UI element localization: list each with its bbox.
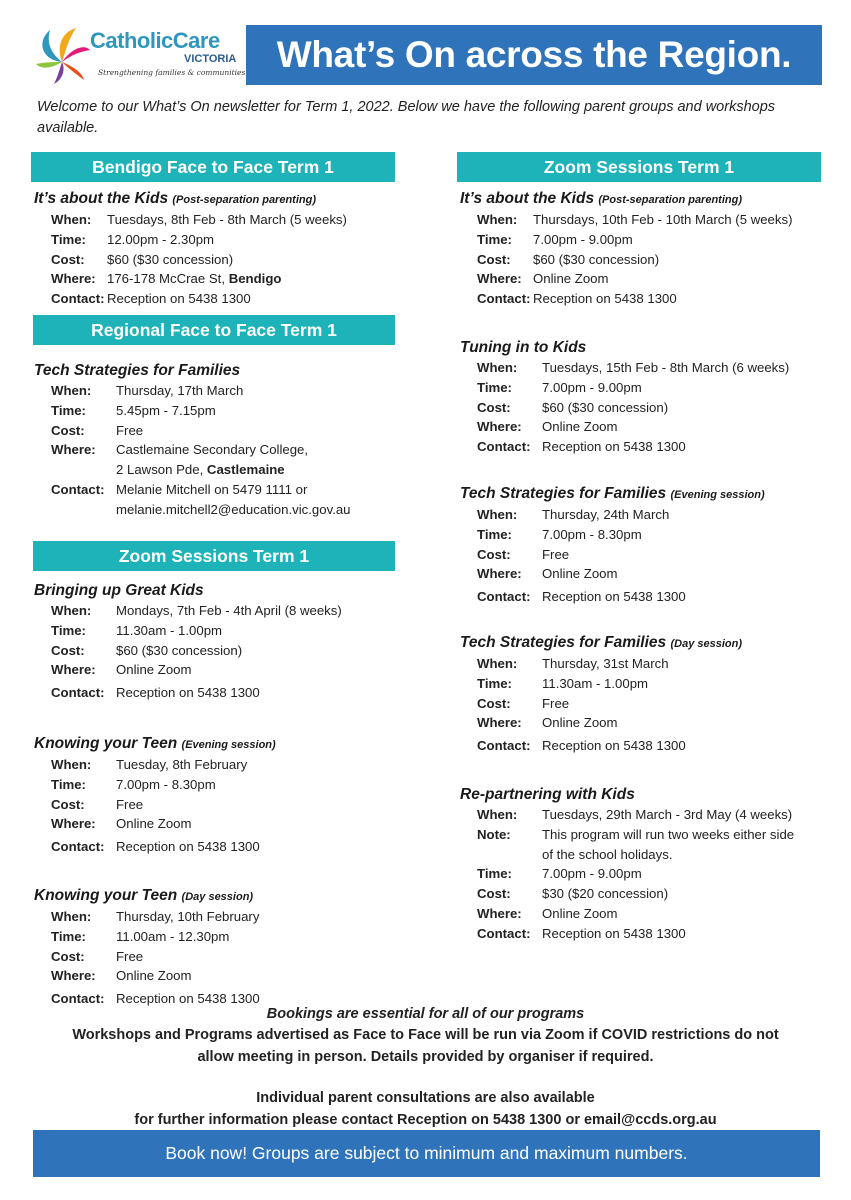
contact-row: Contact: Reception on 5438 1300 xyxy=(477,439,686,455)
logo-subtitle: VICTORIA xyxy=(184,53,237,65)
program-note: (Day session) xyxy=(181,891,254,903)
program-title: Tech Strategies for Families xyxy=(34,362,241,379)
header-banner xyxy=(246,25,822,85)
consultation-note-line-1: Individual parent consultations are also available xyxy=(256,1090,595,1106)
program-title: Tech Strategies for Families (Evening session) xyxy=(460,485,765,502)
when-row: When: Thursdays, 10th Feb - 10th March (5 weeks) xyxy=(477,212,793,227)
program-note: (Post-separation parenting) xyxy=(598,194,742,206)
note-row-2: of the school holidays. xyxy=(542,846,673,862)
program-title: Bringing up Great Kids xyxy=(34,582,204,599)
program-teen-evening xyxy=(34,734,434,857)
footer-banner xyxy=(33,1130,820,1177)
contact-row: Contact: Reception on 5438 1300 xyxy=(477,589,686,605)
when-row: When: Tuesday, 8th February xyxy=(51,757,248,772)
program-note: (Evening session) xyxy=(670,489,765,501)
program-tech-day xyxy=(460,633,830,756)
program-title: It’s about the Kids (Post-separation parenting) xyxy=(460,190,742,207)
when-row: When: Tuesdays, 29th March - 3rd May (4 weeks) xyxy=(477,807,793,822)
time-row: Time: 7.00pm - 8.30pm xyxy=(477,526,642,542)
section-regional: Regional Face to Face Term 1 xyxy=(33,315,395,345)
where-row: Where: Online Zoom xyxy=(477,905,618,921)
program-title: Tuning in to Kids xyxy=(460,339,587,356)
when-row: When: Thursday, 24th March xyxy=(477,507,670,522)
catholiccare-logo xyxy=(32,22,247,88)
logo-tagline: Strengthening families & communities xyxy=(98,68,246,77)
program-kids-zoom xyxy=(460,189,830,309)
time-row: Time: 7.00pm - 9.00pm xyxy=(477,379,642,395)
cost-row: Cost: Free xyxy=(477,695,570,711)
where-row: Where: 176-178 McCrae St, Bendigo xyxy=(51,271,282,287)
cost-row: Cost: Free xyxy=(477,546,570,562)
consultation-note-line-2: for further information please contact Reception on 5438 1300 or email@ccds.org.au xyxy=(134,1112,717,1128)
contact-email: melanie.mitchell2@education.vic.gov.au xyxy=(116,501,351,517)
program-tech-evening xyxy=(460,484,830,607)
time-row: Time: 11.00am - 12.30pm xyxy=(51,928,230,944)
program-teen-day xyxy=(34,886,434,1009)
page-title: What’s On across the Region. xyxy=(276,34,792,75)
when-row: When: Thursday, 17th March xyxy=(51,383,244,398)
time-row: Time: 5.45pm - 7.15pm xyxy=(51,402,216,418)
when-row: When: Tuesdays, 15th Feb - 8th March (6 weeks) xyxy=(477,360,790,375)
program-great-kids xyxy=(34,581,434,703)
section-zoom-left: Zoom Sessions Term 1 xyxy=(33,541,395,571)
time-row: Time: 7.00pm - 9.00pm xyxy=(477,231,633,247)
cost-row: Cost: $60 ($30 concession) xyxy=(477,399,669,415)
where-row: Where: Online Zoom xyxy=(477,419,618,435)
time-row: Time: 12.00pm - 2.30pm xyxy=(51,231,215,247)
contact-row: Contact: Reception on 5438 1300 xyxy=(477,925,686,941)
contact-row: Contact: Reception on 5438 1300 xyxy=(477,738,686,754)
program-title: Knowing your Teen (Evening session) xyxy=(34,735,276,752)
program-title: Tech Strategies for Families (Day session) xyxy=(460,634,743,651)
cost-row: Cost: $30 ($20 concession) xyxy=(477,886,669,902)
footer-banner-text: Book now! Groups are subject to minimum and maximum numbers. xyxy=(165,1143,688,1163)
cost-row: Cost: Free xyxy=(51,796,144,812)
time-row: Time: 7.00pm - 9.00pm xyxy=(477,866,642,882)
contact-row: Contact: Reception on 5438 1300 xyxy=(51,291,251,307)
cost-row: Cost: Free xyxy=(51,422,144,438)
program-note: (Day session) xyxy=(670,638,743,650)
where-row: Where: Online Zoom xyxy=(51,662,192,678)
where-row-2: 2 Lawson Pde, Castlemaine xyxy=(116,462,285,478)
when-row: When: Thursday, 31st March xyxy=(477,656,669,671)
program-kids-bendigo xyxy=(34,189,434,309)
contact-row: Contact: Reception on 5438 1300 xyxy=(51,991,260,1007)
program-title: It’s about the Kids (Post-separation parenting) xyxy=(34,190,316,207)
section-zoom-right: Zoom Sessions Term 1 xyxy=(457,152,821,182)
cost-row: Cost: $60 ($30 concession) xyxy=(51,642,243,658)
contact-row: Contact: Reception on 5438 1300 xyxy=(51,839,260,855)
when-row: When: Tuesdays, 8th Feb - 8th March (5 weeks) xyxy=(51,212,347,227)
contact-row: Contact: Melanie Mitchell on 5479 1111 or xyxy=(51,481,308,497)
where-row: Where: Online Zoom xyxy=(477,271,609,287)
logo-mark-icon xyxy=(32,22,94,88)
logo-name: CatholicCare xyxy=(90,28,220,53)
covid-note-line-1: Workshops and Programs advertised as Face to Face will be run via Zoom if COVID restrictions do not xyxy=(72,1027,779,1043)
program-tech-regional xyxy=(34,361,434,520)
section-bendigo: Bendigo Face to Face Term 1 xyxy=(31,152,395,182)
program-title: Re-partnering with Kids xyxy=(460,786,635,803)
time-row: Time: 11.30am - 1.00pm xyxy=(51,622,223,638)
when-row: When: Mondays, 7th Feb - 4th April (8 weeks) xyxy=(51,603,342,618)
time-row: Time: 11.30am - 1.00pm xyxy=(477,675,649,691)
cost-row: Cost: $60 ($30 concession) xyxy=(477,251,660,267)
program-note: (Evening session) xyxy=(181,739,276,751)
contact-row: Contact: Reception on 5438 1300 xyxy=(51,685,260,701)
intro-text: Welcome to our What’s On newsletter for Term 1, 2022. Below we have the following parent groups and workshops available. xyxy=(37,99,776,136)
program-note: (Post-separation parenting) xyxy=(172,194,316,206)
time-row: Time: 7.00pm - 8.30pm xyxy=(51,776,216,792)
note-row: Note: This program will run two weeks either side xyxy=(477,826,795,842)
program-tuning xyxy=(460,338,830,457)
when-row: When: Thursday, 10th February xyxy=(51,909,260,924)
where-row: Where: Online Zoom xyxy=(51,968,192,984)
where-row: Where: Castlemaine Secondary College, xyxy=(51,442,309,458)
program-title: Knowing your Teen (Day session) xyxy=(34,887,254,904)
where-row: Where: Online Zoom xyxy=(477,715,618,731)
contact-row: Contact: Reception on 5438 1300 xyxy=(477,291,677,307)
where-row: Where: Online Zoom xyxy=(477,566,618,582)
bookings-note: Bookings are essential for all of our programs xyxy=(266,1006,585,1022)
cost-row: Cost: $60 ($30 concession) xyxy=(51,251,234,267)
cost-row: Cost: Free xyxy=(51,948,144,964)
where-row: Where: Online Zoom xyxy=(51,816,192,832)
covid-note-line-2: allow meeting in person. Details provided by organiser if required. xyxy=(197,1049,654,1065)
program-repartnering xyxy=(460,785,830,944)
